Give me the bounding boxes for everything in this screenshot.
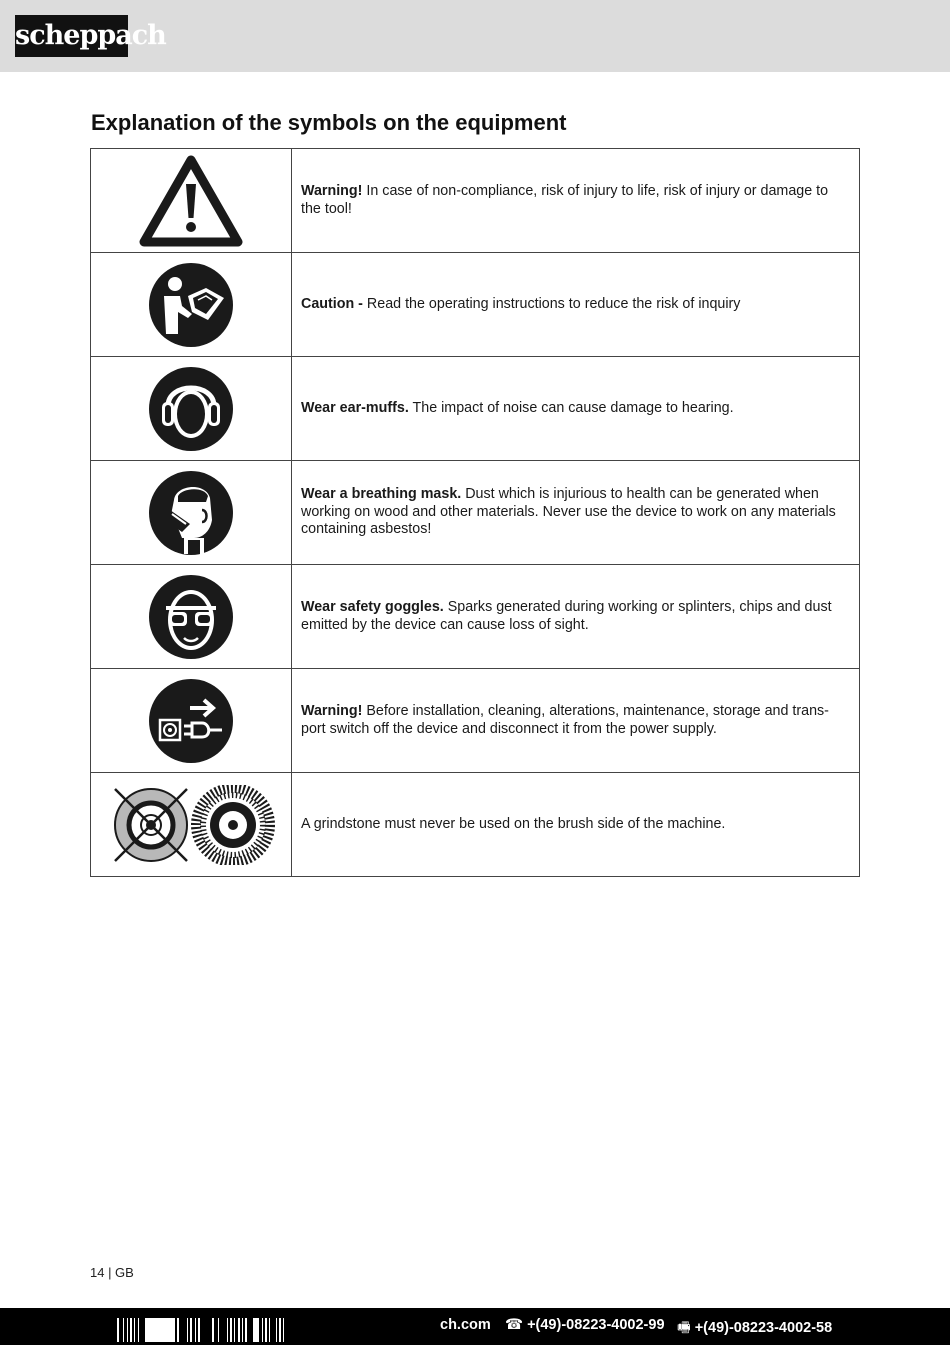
- read-manual-icon: [148, 262, 234, 348]
- symbol-icon-cell: [91, 565, 292, 669]
- symbol-description: [292, 565, 860, 669]
- safety-goggles-icon: [148, 574, 234, 660]
- symbol-icon-cell: [91, 149, 292, 253]
- no-grindstone-on-brush-side-icon: [101, 785, 281, 865]
- symbol-row: [91, 149, 860, 253]
- symbol-description: [292, 669, 860, 773]
- breathing-mask-icon: [148, 470, 234, 556]
- symbol-icon-cell: [91, 669, 292, 773]
- disconnect-power-icon: [148, 678, 234, 764]
- symbol-icon-cell: [91, 461, 292, 565]
- symbol-text: The impact of noise can cause damage to hearing.: [408, 399, 734, 416]
- symbol-icon-cell: [91, 773, 292, 877]
- symbol-description: [292, 253, 860, 357]
- symbol-bold-label: Wear ear-muffs.: [301, 399, 409, 416]
- footer-phone: [505, 1317, 665, 1333]
- footer-website[interactable]: ch.com: [440, 1317, 491, 1333]
- wire-brush-icon: [196, 788, 270, 862]
- grindstone-crossed-icon: [115, 789, 187, 861]
- symbol-row: [91, 253, 860, 357]
- page-number: 14 | GB: [90, 1265, 134, 1280]
- symbol-bold-label: Caution -: [301, 295, 363, 312]
- symbol-text: Sparks generated during working or splinters, chips and dust emitted by the device can cause loss of sight.: [301, 598, 832, 633]
- symbol-icon-cell: [91, 253, 292, 357]
- page-title: Explanation of the symbols on the equipment: [91, 110, 567, 135]
- scheppach-logo: scheppach: [15, 15, 128, 57]
- phone-number: +(49)-08223-4002-99: [527, 1317, 665, 1333]
- symbol-description: [292, 149, 860, 253]
- symbol-text: Dust which is injurious to health can be generated when working on wood and other materials. Never use the device to work on any materials containing asbestos!: [301, 486, 836, 538]
- fax-number: +(49)-08223-4002-58: [694, 1320, 833, 1336]
- symbol-row: [91, 773, 860, 877]
- header-band: [0, 0, 950, 72]
- symbol-bold-label: Warning!: [301, 182, 363, 199]
- symbol-row: [91, 669, 860, 773]
- symbol-description: [292, 357, 860, 461]
- symbol-bold-label: Wear safety goggles.: [301, 598, 444, 615]
- footer-fax: [677, 1317, 832, 1342]
- symbol-bold-label: Warning!: [301, 702, 363, 719]
- symbol-text: In case of non-compliance, risk of injury to life, risk of injury or damage to the tool!: [301, 182, 829, 217]
- symbol-description: [292, 461, 860, 565]
- symbol-row: [91, 565, 860, 669]
- symbol-row: [91, 461, 860, 565]
- ear-muffs-icon: [148, 366, 234, 452]
- symbol-text: A grindstone must never be used on the brush side of the machine.: [301, 815, 726, 832]
- fax-icon: 🖷: [677, 1320, 691, 1336]
- symbol-icon-cell: [91, 357, 292, 461]
- symbol-description: [292, 773, 860, 877]
- footer-band: [0, 1308, 950, 1345]
- telephone-icon: ☎: [505, 1317, 524, 1333]
- warning-triangle-icon: [139, 154, 243, 248]
- footer-barcode-graphic: [117, 1318, 284, 1342]
- symbol-text: Before installation, cleaning, alterations, maintenance, storage and trans-port switch off the device and disconnect it from the power supply.: [301, 702, 829, 737]
- symbol-row: [91, 357, 860, 461]
- symbols-table: [90, 148, 860, 877]
- symbol-bold-label: Wear a breathing mask.: [301, 486, 462, 503]
- symbol-text: Read the operating instructions to reduce the risk of inquiry: [362, 295, 741, 312]
